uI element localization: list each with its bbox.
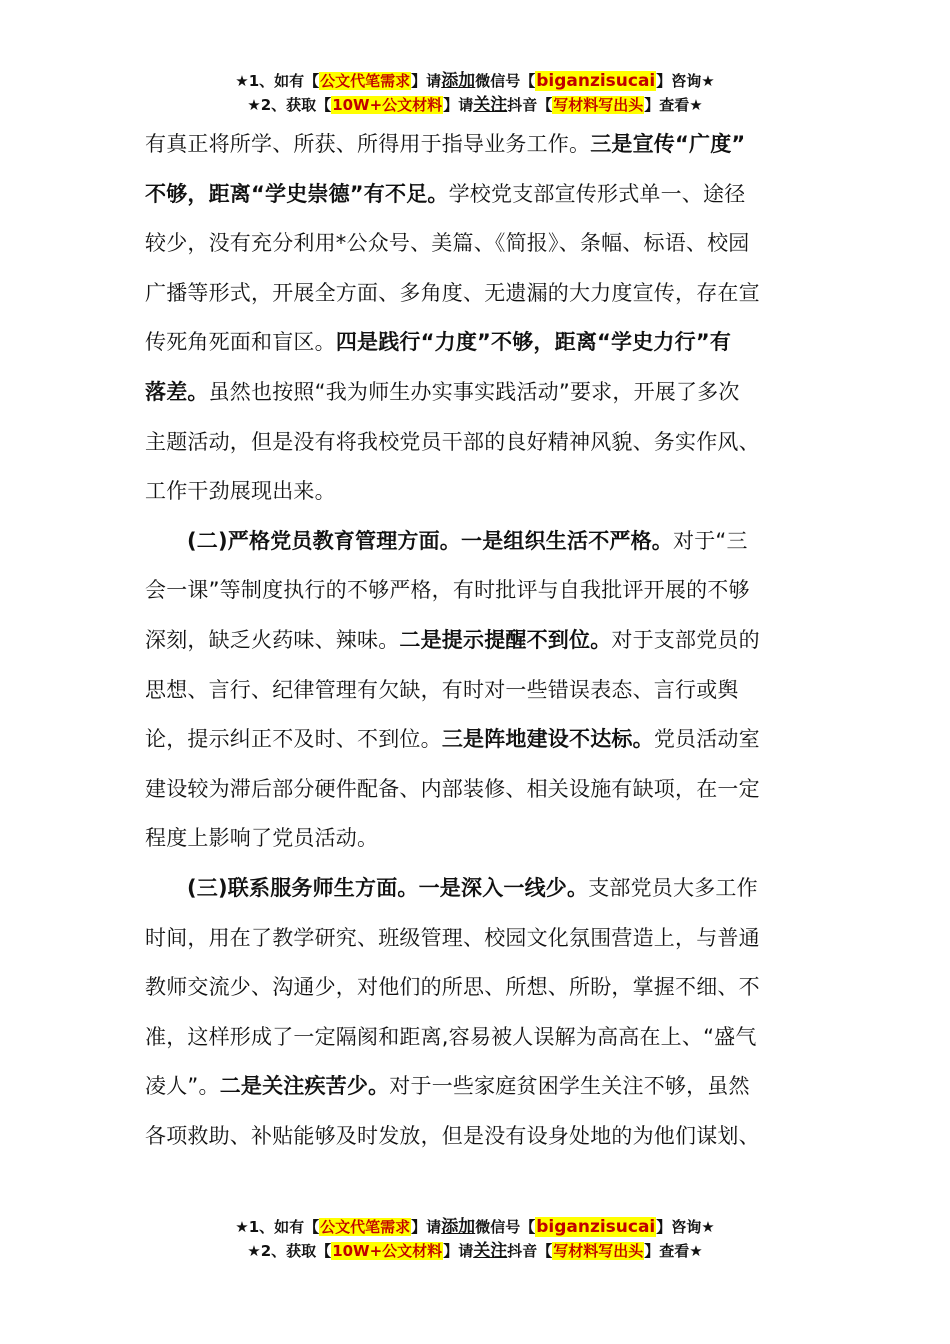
document-body bbox=[145, 120, 805, 1161]
text: 时间，用在了教学研究、班级管理、校园文化氛围营造上，与普通 bbox=[145, 925, 760, 950]
banner-text: ★2、获取【 bbox=[247, 1242, 332, 1260]
text: 教师交流少、沟通少，对他们的所思、所想、所盼，掌握不细、不 bbox=[145, 975, 760, 1000]
banner-underline: 添加 bbox=[441, 1217, 476, 1237]
text-line bbox=[145, 566, 805, 616]
text: 对于支部党员的 bbox=[611, 627, 760, 652]
text: 工作干劲展现出来。 bbox=[145, 479, 336, 504]
banner-line-2 bbox=[0, 93, 950, 117]
banner-underline: 关注 bbox=[473, 95, 508, 115]
bold-text: 四是践行“力度”不够，距离“学史力行”有 bbox=[335, 330, 732, 355]
banner-line-2 bbox=[0, 1239, 950, 1263]
text: 凌人”。 bbox=[145, 1074, 220, 1099]
text: 建设较为滞后部分硬件配备、内部装修、相关设施有缺项，在一定 bbox=[145, 776, 760, 801]
text-line bbox=[145, 914, 805, 964]
banner-highlight: 10W+公文材料 bbox=[332, 96, 443, 114]
text: 会一课”等制度执行的不够严格，有时批评与自我批评开展的不够 bbox=[145, 578, 750, 603]
text: 虽然也按照“我为师生办实事实践活动”要求，开展了多次 bbox=[208, 379, 740, 404]
text-line bbox=[145, 765, 805, 815]
banner-highlight: 10W+公文材料 bbox=[332, 1242, 443, 1260]
banner-line-1 bbox=[0, 1215, 950, 1239]
text-line bbox=[145, 1013, 805, 1063]
text-line bbox=[145, 219, 805, 269]
bold-text: (二)严格党员教育管理方面。一是组织生活不严格。 bbox=[187, 528, 673, 553]
bold-text: (三)联系服务师生方面。一是深入一线少。 bbox=[187, 875, 589, 900]
banner-highlight: 公文代笔需求 bbox=[320, 72, 411, 90]
bold-text: 不够，距离“学史崇德”有不足。 bbox=[145, 181, 449, 206]
text: 较少，没有充分利用*公众号、美篇、《简报》、条幅、标语、校园 bbox=[145, 231, 750, 256]
text-line bbox=[145, 318, 805, 368]
banner-douyin-id: 写材料写出头 bbox=[553, 96, 644, 114]
banner-text: 】请 bbox=[443, 1242, 474, 1260]
text-line bbox=[145, 1112, 805, 1162]
banner-text: 】咨询★ bbox=[656, 1218, 715, 1236]
text: 对于“三 bbox=[673, 528, 748, 553]
banner-wechat-id: biganzisucai bbox=[536, 71, 656, 91]
bold-text: 二是提示提醒不到位。 bbox=[399, 627, 612, 652]
text: 深刻，缺乏火药味、辣味。 bbox=[145, 627, 400, 652]
banner-wechat-id: biganzisucai bbox=[536, 1217, 656, 1237]
banner-text: 】请 bbox=[411, 1218, 442, 1236]
banner-douyin-id: 写材料写出头 bbox=[553, 1242, 644, 1260]
banner-text: 抖音【 bbox=[507, 96, 553, 114]
text-line bbox=[145, 170, 805, 220]
banner-underline: 关注 bbox=[473, 1241, 508, 1261]
banner-text: 抖音【 bbox=[507, 1242, 553, 1260]
footer-banner bbox=[0, 1215, 950, 1263]
text: 论，提示纠正不及时、不到位。 bbox=[145, 727, 442, 752]
banner-text: 微信号【 bbox=[475, 72, 536, 90]
bold-text: 落差。 bbox=[145, 379, 209, 404]
banner-line-1 bbox=[0, 69, 950, 93]
banner-underline: 添加 bbox=[441, 71, 476, 91]
text: 准，这样形成了一定隔阂和距离,容易被人误解为高高在上、“盛气 bbox=[145, 1024, 757, 1049]
banner-text: 微信号【 bbox=[475, 1218, 536, 1236]
banner-text: 】查看★ bbox=[644, 1242, 703, 1260]
banner-text: 】咨询★ bbox=[656, 72, 715, 90]
text: 对于一些家庭贫困学生关注不够，虽然 bbox=[389, 1074, 750, 1099]
text: 各项救助、补贴能够及时发放，但是没有设身处地的为他们谋划、 bbox=[145, 1123, 760, 1148]
text: 传死角死面和盲区。 bbox=[145, 330, 336, 355]
header-banner bbox=[0, 69, 950, 117]
text-line bbox=[145, 368, 805, 418]
text: 主题活动，但是没有将我校党员干部的良好精神风貌、务实作风、 bbox=[145, 429, 760, 454]
text-line bbox=[145, 715, 805, 765]
paragraph-heading-3 bbox=[145, 864, 805, 914]
text-line bbox=[145, 814, 805, 864]
text: 支部党员大多工作 bbox=[588, 875, 758, 900]
bold-text: 二是关注疾苦少。 bbox=[219, 1074, 390, 1099]
text: 思想、言行、纪律管理有欠缺，有时对一些错误表态、言行或舆 bbox=[145, 677, 739, 702]
text-line bbox=[145, 418, 805, 468]
banner-text: ★2、获取【 bbox=[247, 96, 332, 114]
text-line bbox=[145, 120, 805, 170]
banner-text: 】请 bbox=[443, 96, 474, 114]
text: 学校党支部宣传形式单一、途径 bbox=[448, 181, 746, 206]
text-line bbox=[145, 1062, 805, 1112]
text-line bbox=[145, 666, 805, 716]
bold-text: 三是宣传“广度” bbox=[590, 132, 746, 156]
banner-text: 】查看★ bbox=[644, 96, 703, 114]
banner-text: ★1、如有【 bbox=[235, 1218, 320, 1236]
banner-text: 】请 bbox=[411, 72, 442, 90]
text: 广播等形式，开展全方面、多角度、无遗漏的大力度宣传，存在宣 bbox=[145, 280, 760, 305]
text-line bbox=[145, 616, 805, 666]
banner-text: ★1、如有【 bbox=[235, 72, 320, 90]
banner-highlight: 公文代笔需求 bbox=[320, 1218, 411, 1236]
text-line bbox=[145, 963, 805, 1013]
text: 程度上影响了党员活动。 bbox=[145, 826, 379, 851]
bold-text: 三是阵地建设不达标。 bbox=[441, 727, 654, 752]
paragraph-heading-2 bbox=[145, 517, 805, 567]
text-line bbox=[145, 269, 805, 319]
text: 有真正将所学、所获、所得用于指导业务工作。 bbox=[145, 132, 591, 156]
text: 党员活动室 bbox=[653, 727, 760, 752]
text-line bbox=[145, 467, 805, 517]
